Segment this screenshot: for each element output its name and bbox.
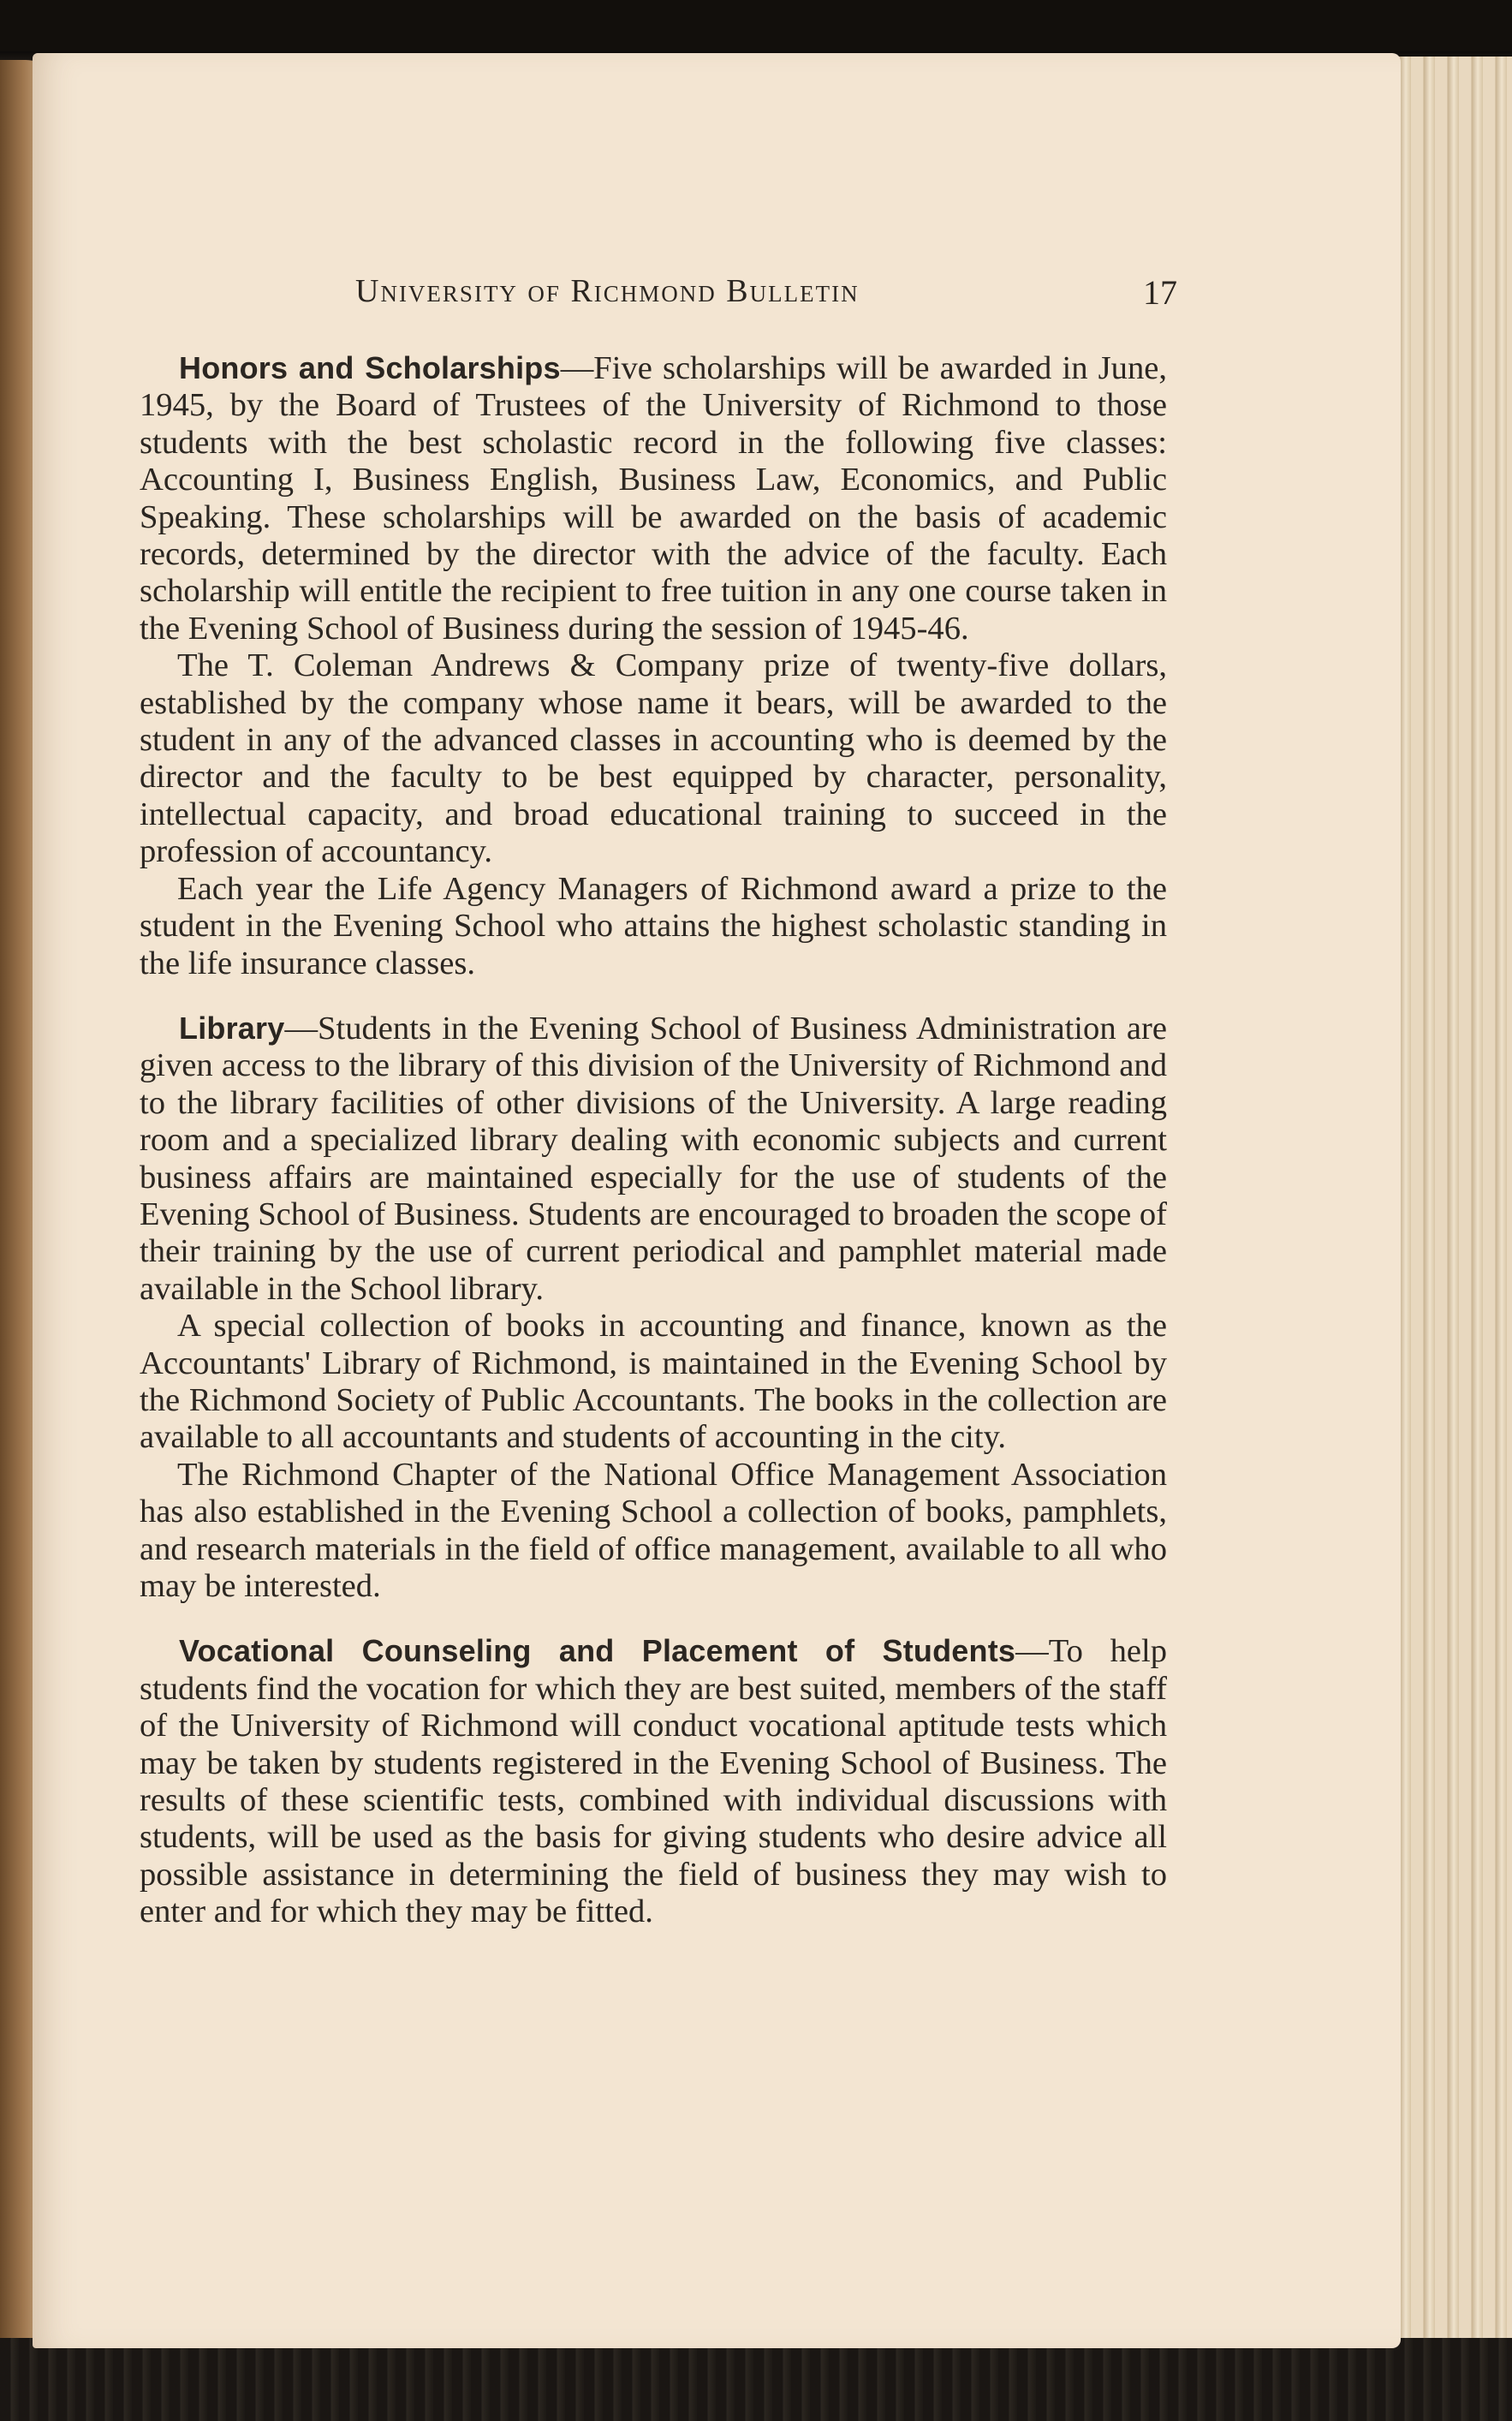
section-lead-paragraph xyxy=(140,1632,1167,1930)
section-lead-text: —Five scholarships will be awarded in June, 1945, by the Board of Trustees of the University of Richmond to those students with the best scholastic record in the following five classes: Accounting I, Business English, Business Law, Economics, and Public Speaking. These scholarships will be awarded on the basis of academic records, determined by the director with the advice of the faculty. Each scholarship will entitle the recipient to free tuition in any one course taken in the Evening School of Business during the session of 1945-46. xyxy=(140,350,1168,647)
page-header xyxy=(338,272,1177,324)
running-head: University of Richmond Bulletin xyxy=(355,273,860,309)
right-page-stack xyxy=(1387,57,1512,2343)
paragraph: The Richmond Chapter of the National Office Management Association has also established in the Evening School a collection of books, pamphlets, and research materials in the field of office management, available to all who may be interested. xyxy=(140,1456,1167,1604)
section-honors-and-scholarships xyxy=(140,349,1167,982)
section-heading: Library xyxy=(179,1010,285,1046)
body-text xyxy=(140,349,1167,1931)
paragraph: Each year the Life Agency Managers of Richmond award a prize to the student in the Evening School who attains the highest scholastic standing in the life insurance classes. xyxy=(140,870,1167,981)
section-lead-paragraph xyxy=(140,349,1167,647)
section-lead-text: —To help students find the vocation for which they are best suited, members of the staff of the University of Richmond will conduct vocational aptitude tests which may be taken by students registered in the Evening School of Business. The results of these scientific tests, combined with individual discussions with students, will be used as the basis for giving students who desire advice all possible assistance in determining the field of business they may wish to enter and for which they may be fitted. xyxy=(140,1633,1167,1930)
paragraph: The T. Coleman Andrews & Company prize of twenty-five dollars, established by the company whose name it bears, will be awarded to the student in any of the advanced classes in accounting who is deemed by the director and the faculty to be best equipped by character, personality, intellectual capacity, and broad educational training to succeed in the profession of accountancy. xyxy=(140,647,1167,870)
paragraph: A special collection of books in accounting and finance, known as the Accountants' Library of Richmond, is maintained in the Evening School by the Richmond Society of Public Accountants. The books in the collection are available to all accountants and students of accounting in the city. xyxy=(140,1308,1167,1456)
section-heading: Vocational Counseling and Placement of Students xyxy=(179,1633,1016,1669)
page-number: 17 xyxy=(1143,273,1177,312)
section-library xyxy=(140,1010,1167,1606)
section-vocational-counseling xyxy=(140,1632,1167,1930)
book-bottom-edge xyxy=(0,2338,1512,2421)
section-lead-paragraph xyxy=(140,1010,1167,1308)
section-heading: Honors and Scholarships xyxy=(179,350,561,385)
section-lead-text: —Students in the Evening School of Business Administration are given access to the library of this division of the University of Richmond and to the library facilities of other divisions of the University. A large reading room and a specialized library dealing with economic subjects and current business affairs are maintained especially for the use of students of the Evening School of Business. Students are encouraged to broaden the scope of their training by the use of current periodical and pamphlet material made available in the School library. xyxy=(140,1010,1167,1307)
